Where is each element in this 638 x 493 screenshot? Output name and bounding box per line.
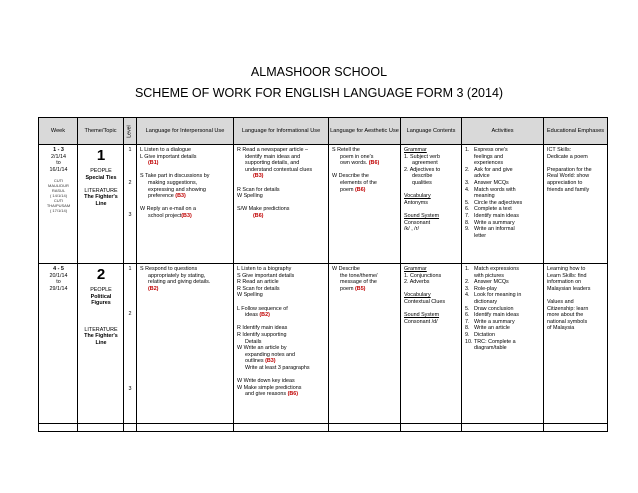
list-item: 2. Answer MCQs [465, 279, 509, 286]
header-interpersonal: Language for Interpersonal Use [137, 118, 234, 145]
activities-cell [462, 145, 544, 264]
list-item: 6. Complete a text [465, 206, 512, 213]
activities-cell [462, 264, 544, 424]
contents-cell: Grammar 1. Conjunctions 2. Adverbs Vocabulary Contextual Clues Sound System Consonant /d/ [401, 264, 462, 424]
list-item: diagram/table [474, 345, 507, 352]
list-item: 9. Write an informal [465, 226, 515, 233]
list-item: 8. Write a summary [465, 219, 515, 226]
list-item: 2. Ask for and give [465, 166, 513, 173]
list-item: 6. Identify main ideas [465, 312, 519, 319]
emphases-cell: Learning how to Learn Skills: find information on Malaysian leaders Values and Citizenship: learn more about the national symbols of Malaysia [544, 264, 608, 424]
table-row [39, 424, 608, 432]
list-item: 5. Circle the adjectives [465, 199, 523, 206]
header-contents: Language Contents [401, 118, 462, 145]
list-item: feelings and [474, 153, 504, 160]
list-item: 4. Match words with [465, 186, 516, 193]
school-name: ALMASHOOR SCHOOL [250, 65, 388, 79]
list-item: 5. Draw conclusion [465, 305, 514, 312]
table-row [39, 145, 608, 264]
header-row [39, 118, 608, 145]
header-week: Week [39, 118, 78, 145]
theme-cell: 1 PEOPLE Special Ties LITERATURE The Fighter's Line [78, 145, 124, 264]
theme-cell: 2 PEOPLE Political Figures LITERATURE The Fighter's Line [78, 264, 124, 424]
header-level: Level [124, 118, 137, 145]
list-item: dictionary [474, 298, 498, 305]
list-item: with pictures [474, 272, 504, 279]
emphases-cell: ICT Skills: Dedicate a poem Preparation for the Real World: show appreciation to friends and family [544, 145, 608, 264]
header-aesthetic: Language for Aesthetic Use [329, 118, 401, 145]
header-activities: Activities [462, 118, 544, 145]
list-item: 7. Identify main ideas [465, 212, 519, 219]
informational-cell: R Read a newspaper article – identify main ideas and supporting details, and understand contextual clues (B3) R Scan for details W Spelling S/W Make predictions (B6) [234, 145, 329, 264]
interpersonal-cell: L Listen to a dialogue L Give important details (B1) S Take part in discussions by making suggestions, expressing and showing preference (B3) W Reply an e-mail on a school project(B3) [137, 145, 234, 264]
contents-cell: Grammar 1. Subject verb agreement 2. Adjectives to describe qualities Vocabulary Antonyms Sound System Consonant /k/ , /r/ [401, 145, 462, 264]
week-cell: 1 - 3 2/1/14 to 16/1/14 CUTI MAULIDUR RASUL ( 14/1/14) CUTI THAIPUSAM ( 17/1/14) [39, 145, 78, 264]
list-item: letter [474, 232, 486, 239]
interpersonal-cell: S Respond to questions appropriately by stating, relating and giving details. (B2) [137, 264, 234, 424]
level-cell: 1 2 3 [124, 145, 137, 264]
list-item: 10. TRC: Complete a [465, 338, 516, 345]
scheme-table [38, 117, 608, 432]
list-item: advice [474, 173, 490, 180]
header-theme: Theme/Topic [78, 118, 124, 145]
table-row [39, 264, 608, 424]
list-item: 4. Look for meaning in [465, 292, 522, 299]
week-cell: 4 - 5 20/1/14 to 29/1/14 [39, 264, 78, 424]
header-emphases: Educational Emphases [544, 118, 608, 145]
level-cell: 1 2 3 [124, 264, 137, 424]
scheme-title: SCHEME OF WORK FOR ENGLISH LANGUAGE FORM 3 (2014) [134, 86, 504, 100]
list-item: experiences [474, 160, 504, 167]
list-item: 9. Dictation [465, 331, 495, 338]
list-item: 1. Express one's [465, 147, 508, 153]
aesthetic-cell: S Retell the poem in one's own words. (B6) W Describe the elements of the poem (B6) [329, 145, 401, 264]
list-item: 1. Match expressions [465, 266, 519, 272]
list-item: 8. Write an article [465, 325, 510, 332]
list-item: meaning [474, 193, 495, 200]
list-item: 3. Answer MCQs [465, 179, 509, 186]
aesthetic-cell: W Describe the tone/theme/ message of the poem (B5) [329, 264, 401, 424]
list-item: 3. Role-play [465, 285, 497, 292]
list-item: 7. Write a summary [465, 318, 515, 325]
informational-cell: L Listen to a biography S Give important details R Read an article R Scan for details W Spelling L Follow sequence of ideas (B2) R Identify main ideas R Identify supporting Details W Write an article by expanding notes and outlines (B3) Write at least 3 paragraphs W Write down key ideas W Make simple predictions and give reasons (B6) [234, 264, 329, 424]
header-informational: Language for Informational Use [234, 118, 329, 145]
